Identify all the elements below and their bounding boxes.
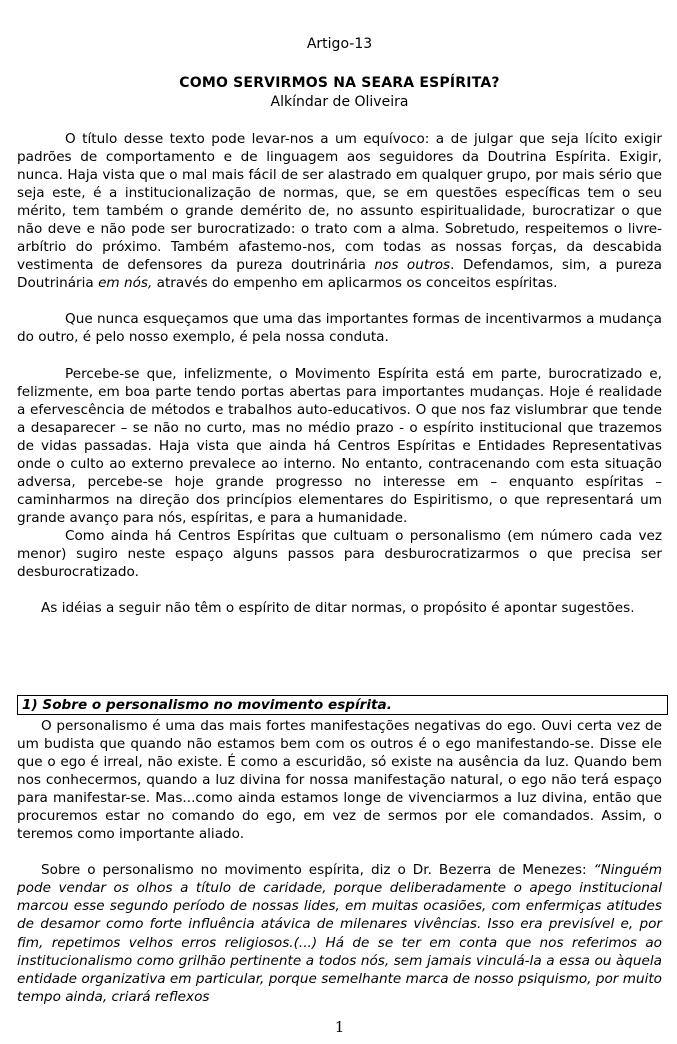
page-number: 1 [334, 1018, 345, 1036]
paragraph-4: Como ainda há Centros Espíritas que cultuam o personalismo (em número cada vez menor) sugiro neste espaço alguns passos para desburocratizarmos o que precisa ser desburocratizado. [17, 527, 662, 581]
paragraph-7 [17, 861, 662, 1005]
paragraph-5: As idéias a seguir não têm o espírito de ditar normas, o propósito é apontar sugestões. [41, 600, 635, 617]
paragraph-1 [17, 130, 662, 292]
section-heading-personalismo: 1) Sobre o personalismo no movimento espírita. [17, 695, 668, 715]
author-name: Alkíndar de Oliveira [270, 94, 409, 110]
paragraph-1-emphasis-2: em nós, [98, 275, 153, 292]
section-body [17, 717, 662, 1006]
paragraph-3: Percebe-se que, infelizmente, o Movimento Espírita está em parte, burocratizado e, felizmente, em boa parte tendo portas abertas para importantes mudanças. Hoje é realidade a efervescência de métodos e trabalhos auto-educativos. O que nos faz vislumbrar que tende a desaparecer – se não no curto, mas no médio prazo - o espírito institucional que trazemos de vidas passadas. Haja vista que ainda há Centros Espíritas e Entidades Representativas onde o culto ao externo prevalece ao interno. No entanto, contracenando com esta situação adversa, percebe-se hoje grande progresso no interesse em – enquanto espíritas – caminharmos na direção dos princípios elementares do Espiritismo, o que representará um grande avanço para nós, espíritas, e para a humanidade. [17, 365, 662, 526]
paragraph-1-text-c: através do empenho em aplicarmos os conceitos espíritas. [152, 275, 558, 292]
bezerra-quote: “Ninguém pode vendar os olhos a título de caridade, porque deliberadamente o apego institucional marcou esse segundo período de nossas lides, em muitas ocasiões, com enfermiças atitudes de desamor como forte influência atávica de milenares vivências. Isso era previsível e, por fim, repetimos velhos erros religiosos.(...) Há de se ter em conta que nos referimos ao institucionalismo como grilhão pertinente a todos nós, sem jamais vinculá-la a essa ou àquela entidade organizativa em particular, porque semelhante marca de nosso psiquismo, por muito tempo ainda, criará reflexos [17, 862, 662, 1005]
paragraph-2: Que nunca esqueçamos que uma das importantes formas de incentivarmos a mudança do outro, é pelo nosso exemplo, é pela nossa conduta. [17, 311, 662, 346]
paragraph-6: O personalismo é uma das mais fortes manifestações negativas do ego. Ouvi certa vez de um budista que quando não estamos bem com os outros é o ego manifestando-se. Disse ele que o ego é irreal, não existe. É como a escuridão, só existe na ausência da luz. Quando bem nos conhecermos, quando a luz divina for nossa manifestação natural, o ego não terá espaço para manifestar-se. Mas...como ainda estamos longe de vivenciarmos a luz divina, então que procuremos estar no comando do ego, em vez de sermos por ele comandados. Assim, o teremos como importante aliado. [17, 718, 662, 843]
paragraph-1-text-a: O título desse texto pode levar-nos a um equívoco: a de julgar que seja lícito exigir padrões de comportamento e de linguagem aos seguidores da Doutrina Espírita. Exigir, nunca. Haja vista que o mal mais fácil de ser alastrado em qualquer grupo, por mais sério que seja este, é a institucionalização de normas, que, se em questões específicas tem o seu mérito, tem também o grande demérito de, no assunto espiritualidade, burocratizar o que não deve e não pode ser burocratizado: o trato com a alma. Sobretudo, respeitemos o livre-arbítrio do próximo. Também afastemo-nos, com todas as nossas forças, da descabida vestimenta de defensores da pureza doutrinária [17, 131, 662, 274]
paragraph-7-lead: Sobre o personalismo no movimento espírita, diz o Dr. Bezerra de Menezes: [41, 862, 594, 879]
article-number: Artigo-13 [306, 36, 373, 52]
paragraph-1-text-b: . Defendamos, sim, a pureza Doutrinária [17, 257, 662, 292]
paragraph-1-emphasis-1: nos outros [374, 257, 451, 274]
intro-body [17, 130, 662, 617]
document-title: COMO SERVIRMOS NA SEARA ESPÍRITA? [179, 75, 500, 91]
